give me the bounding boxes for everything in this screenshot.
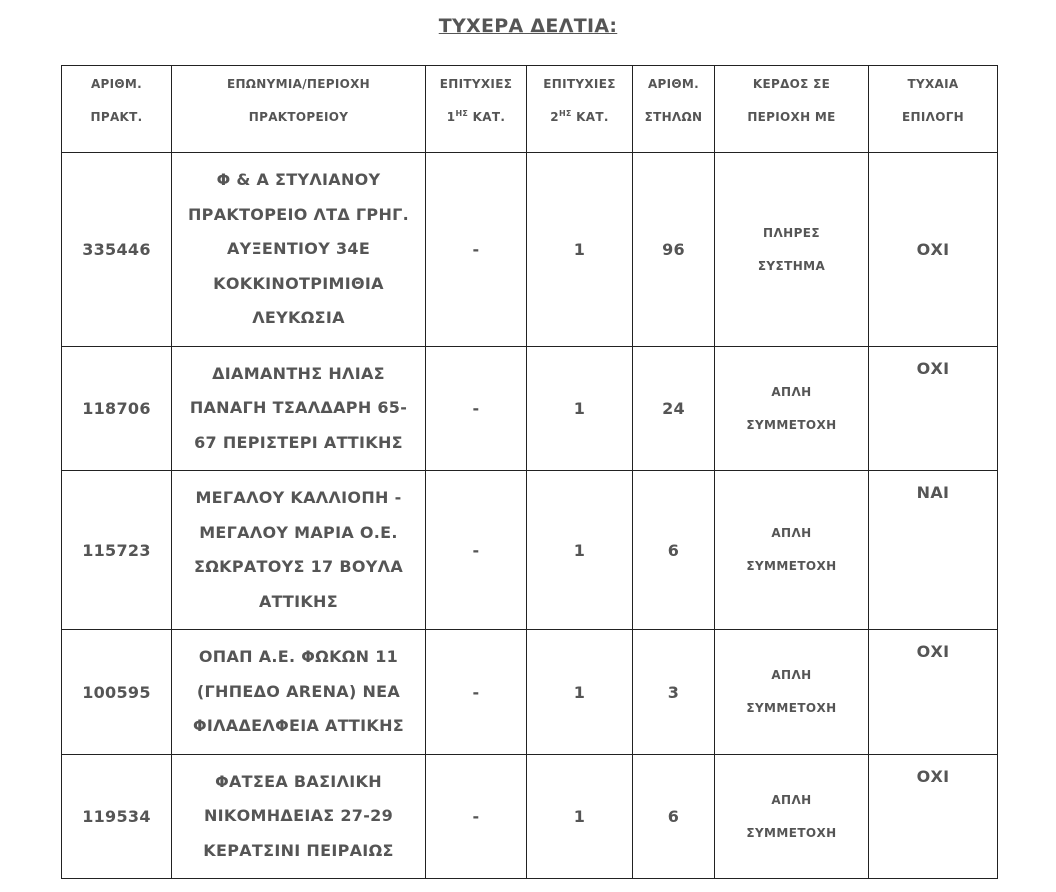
- wins-cat2: 1: [527, 755, 633, 879]
- header-win-type: ΚΕΡΔΟΣ ΣΕ ΠΕΡΙΟΧΗ ΜΕ: [715, 66, 869, 153]
- columns-count: 96: [633, 153, 715, 347]
- table-row: [62, 347, 998, 471]
- random-pick: ΟΧΙ: [869, 347, 998, 471]
- page-title: ΤΥΧΕΡΑ ΔΕΛΤΙΑ:: [438, 15, 618, 37]
- columns-count: 6: [633, 755, 715, 879]
- agency-number: 100595: [62, 630, 172, 755]
- table-row: [62, 630, 998, 755]
- win-type: ΑΠΛΗ ΣΥΜΜΕΤΟΧΗ: [715, 630, 869, 755]
- agency-address: ΔΙΑΜΑΝΤΗΣ ΗΛΙΑΣ ΠΑΝΑΓΗ ΤΣΑΛΔΑΡΗ 65- 67 ΠΕΡΙΣΤΕΡΙ ΑΤΤΙΚΗΣ: [172, 347, 426, 471]
- win-type: ΑΠΛΗ ΣΥΜΜΕΤΟΧΗ: [715, 471, 869, 630]
- win-type: ΠΛΗΡΕΣ ΣΥΣΤΗΜΑ: [715, 153, 869, 347]
- wins-cat1: -: [426, 347, 527, 471]
- wins-cat2: 1: [527, 471, 633, 630]
- agency-address: ΜΕΓΑΛΟΥ ΚΑΛΛΙΟΠΗ - ΜΕΓΑΛΟΥ ΜΑΡΙΑ Ο.Ε. ΣΩΚΡΑΤΟΥΣ 17 ΒΟΥΛΑ ΑΤΤΙΚΗΣ: [172, 471, 426, 630]
- wins-cat1: -: [426, 755, 527, 879]
- random-pick: ΟΧΙ: [869, 153, 998, 347]
- header-random-pick: ΤΥΧΑΙΑ ΕΠΙΛΟΓΗ: [869, 66, 998, 153]
- random-pick: ΝΑΙ: [869, 471, 998, 630]
- columns-count: 6: [633, 471, 715, 630]
- win-type: ΑΠΛΗ ΣΥΜΜΕΤΟΧΗ: [715, 347, 869, 471]
- agency-address: ΦΑΤΣΕΑ ΒΑΣΙΛΙΚΗ ΝΙΚΟΜΗΔΕΙΑΣ 27-29 ΚΕΡΑΤΣΙΝΙ ΠΕΙΡΑΙΩΣ: [172, 755, 426, 879]
- table-header-row: [62, 66, 998, 153]
- table-row: [62, 153, 998, 347]
- table-row: [62, 471, 998, 630]
- random-pick: ΟΧΙ: [869, 755, 998, 879]
- wins-cat2: 1: [527, 153, 633, 347]
- header-name-area: ΕΠΩΝΥΜΙΑ/ΠΕΡΙΟΧΗ ΠΡΑΚΤΟΡΕΙΟΥ: [172, 66, 426, 153]
- wins-cat1: -: [426, 153, 527, 347]
- wins-cat2: 1: [527, 630, 633, 755]
- header-agency-no: ΑΡΙΘΜ. ΠΡΑΚΤ.: [62, 66, 172, 153]
- columns-count: 3: [633, 630, 715, 755]
- random-pick: ΟΧΙ: [869, 630, 998, 755]
- agency-address: Φ & Α ΣΤΥΛΙΑΝΟΥ ΠΡΑΚΤΟΡΕΙΟ ΛΤΔ ΓΡΗΓ. ΑΥΞΕΝΤΙΟΥ 34Ε ΚΟΚΚΙΝΟΤΡΙΜΙΘΙΑ ΛΕΥΚΩΣΙΑ: [172, 153, 426, 347]
- agency-number: 119534: [62, 755, 172, 879]
- header-wins-cat2: ΕΠΙΤΥΧΙΕΣ $2^{H\Sigma}$ ΚΑΤ.: [527, 66, 633, 153]
- wins-cat2: 1: [527, 347, 633, 471]
- wins-cat1: -: [426, 471, 527, 630]
- agency-number: 118706: [62, 347, 172, 471]
- header-columns-count: ΑΡΙΘΜ. ΣΤΗΛΩΝ: [633, 66, 715, 153]
- agency-address: ΟΠΑΠ Α.Ε. ΦΩΚΩΝ 11 (ΓΗΠΕΔΟ ARENA) ΝΕΑ ΦΙΛΑΔΕΛΦΕΙΑ ΑΤΤΙΚΗΣ: [172, 630, 426, 755]
- agency-number: 115723: [62, 471, 172, 630]
- columns-count: 24: [633, 347, 715, 471]
- table-row: [62, 755, 998, 879]
- lucky-tickets-table: [61, 65, 998, 879]
- agency-number: 335446: [62, 153, 172, 347]
- header-wins-cat1: ΕΠΙΤΥΧΙΕΣ $1^{H\Sigma}$ ΚΑΤ.: [426, 66, 527, 153]
- win-type: ΑΠΛΗ ΣΥΜΜΕΤΟΧΗ: [715, 755, 869, 879]
- wins-cat1: -: [426, 630, 527, 755]
